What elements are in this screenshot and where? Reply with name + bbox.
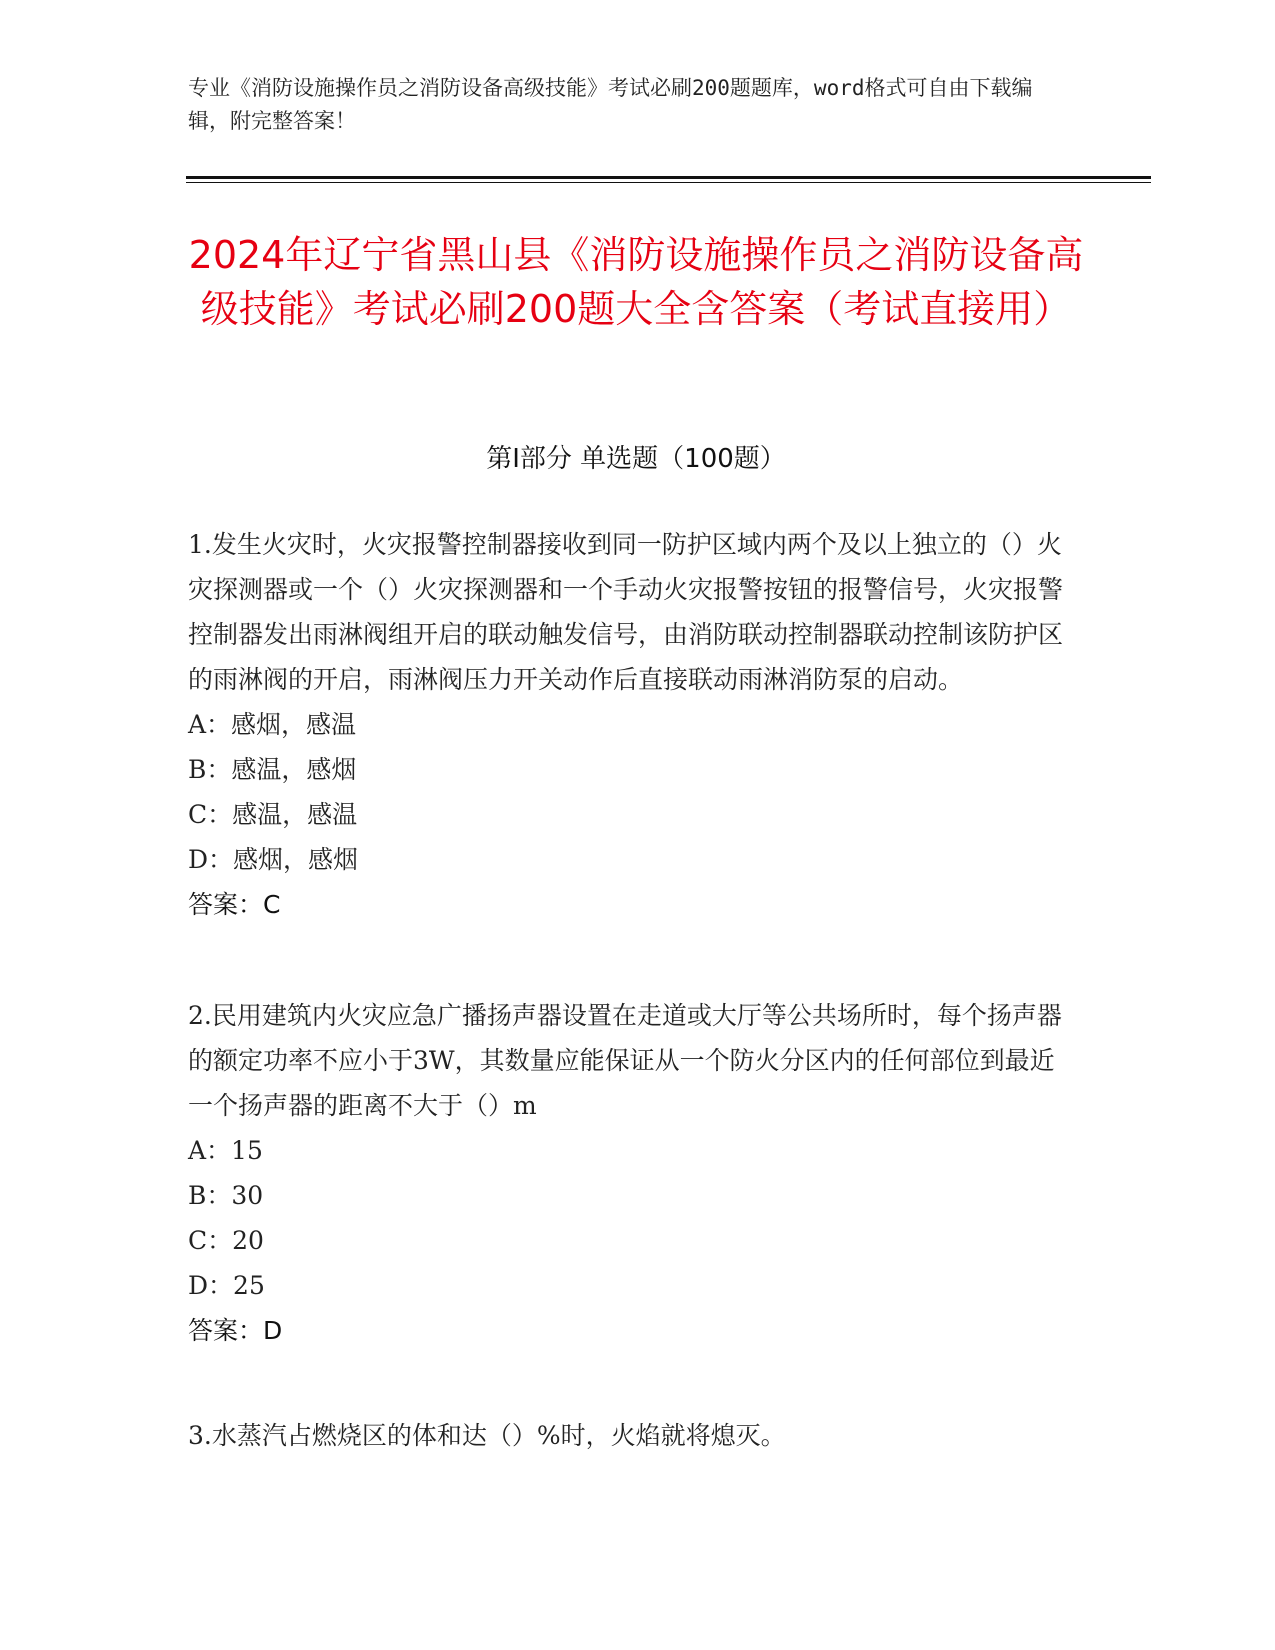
option-d: D：感烟，感烟 bbox=[188, 845, 359, 874]
option-a: A：15 bbox=[188, 1136, 263, 1165]
option-a: A：感烟，感温 bbox=[188, 710, 357, 739]
header-note: 专业《消防设施操作员之消防设备高级技能》考试必刷200题题库，word格式可自由下载编辑，附完整答案！ bbox=[188, 76, 1033, 133]
option-b: B：30 bbox=[188, 1181, 264, 1210]
header-divider-thick bbox=[186, 176, 1151, 179]
option-b: B：感温，感烟 bbox=[188, 755, 357, 784]
answer-line: 答案：D bbox=[188, 1316, 283, 1345]
option-d: D：25 bbox=[188, 1271, 265, 1300]
header-divider-thin bbox=[186, 182, 1151, 183]
question-stem: 1.发生火灾时，火灾报警控制器接收到同一防护区域内两个及以上独立的（）火灾探测器或一个（）火灾探测器和一个手动火灾报警按钮的报警信号，火灾报警控制器发出雨淋阀组开启的联动触发信号，由消防联动控制器联动控制该防护区的雨淋阀的开启，雨淋阀压力开关动作后直接联动雨淋消防泵的启动。 bbox=[188, 530, 1064, 694]
option-c: C：20 bbox=[188, 1226, 264, 1255]
question-list bbox=[188, 522, 1068, 1458]
question-2 bbox=[188, 993, 1068, 1353]
question-stem: 3.水蒸汽占燃烧区的体和达（）%时，火焰就将熄灭。 bbox=[188, 1421, 786, 1450]
document-title: 2024年辽宁省黑山县《消防设施操作员之消防设备高级技能》考试必刷200题大全含答案（考试直接用） bbox=[188, 233, 1084, 331]
question-1 bbox=[188, 522, 1068, 927]
question-spacer bbox=[188, 927, 1068, 993]
question-stem: 2.民用建筑内火灾应急广播扬声器设置在走道或大厅等公共场所时，每个扬声器的额定功率不应小于3W，其数量应能保证从一个防火分区内的任何部位到最近一个扬声器的距离不大于（）m bbox=[188, 1001, 1062, 1120]
option-c: C：感温，感温 bbox=[188, 800, 358, 829]
answer-line: 答案：C bbox=[188, 890, 281, 919]
question-spacer bbox=[188, 1353, 1068, 1413]
question-3 bbox=[188, 1413, 1068, 1458]
section-heading: 第I部分 单选题（100题） bbox=[486, 444, 786, 474]
